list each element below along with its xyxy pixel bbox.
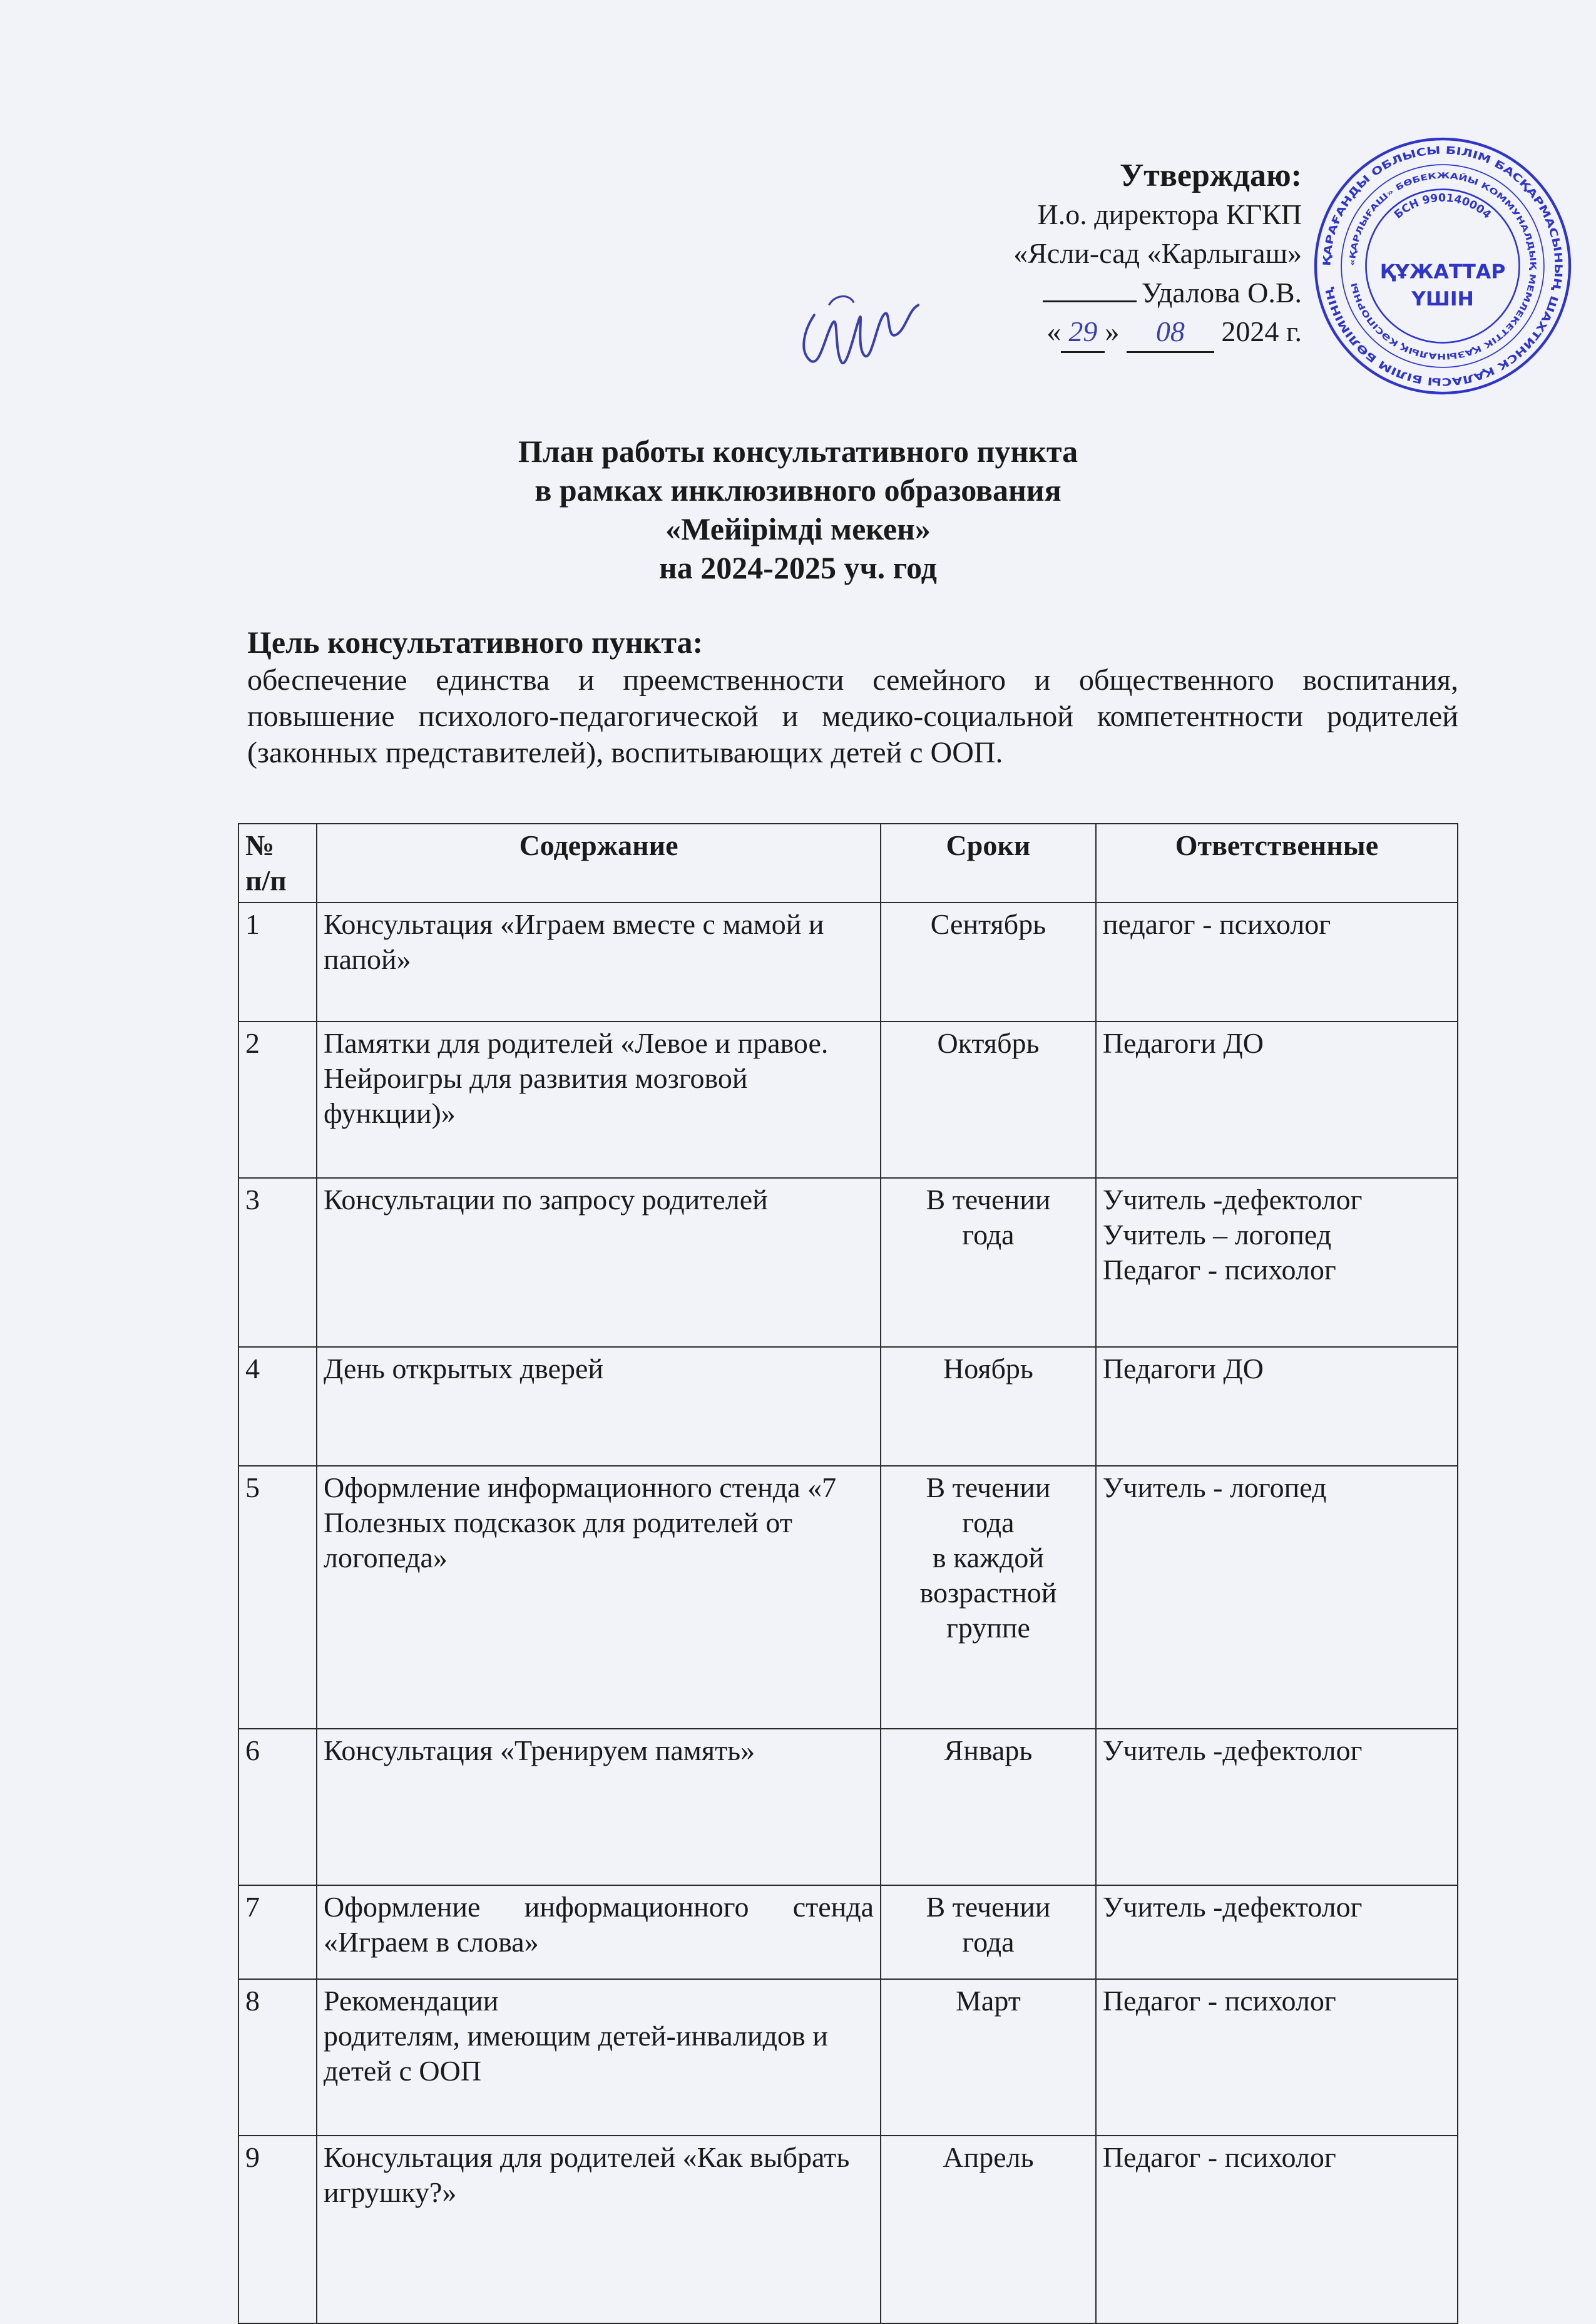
title-line-4: на 2024-2025 уч. год	[659, 550, 937, 585]
row-number: 7	[238, 1885, 317, 1979]
row-content-line: Рекомендации	[324, 1985, 499, 2017]
row-responsible-line: Педагоги ДО	[1102, 1027, 1264, 1059]
row-term	[881, 1729, 1096, 1885]
row-responsible-line: Учитель - логопед	[1102, 1472, 1327, 1503]
row-term-line: В течении	[926, 1184, 1051, 1216]
row-responsible	[1096, 1885, 1458, 1979]
approval-name: Удалова О.В.	[1141, 277, 1302, 309]
title-line-3: «Мейірімді мекен»	[665, 511, 931, 546]
row-term-line: возрастной	[919, 1577, 1057, 1609]
row-term-line: Октябрь	[937, 1027, 1040, 1059]
stamp-bin: БСН 990140004	[1392, 192, 1493, 222]
row-term	[881, 1178, 1096, 1347]
signature-icon	[782, 275, 945, 394]
row-responsible-line: Учитель -дефектолог	[1102, 1891, 1363, 1923]
row-content-text: Консультация для родителей «Как выбрать игрушку?»	[324, 2141, 850, 2208]
date-month: 08	[1127, 312, 1214, 353]
title-line-1: План работы консультативного пункта	[518, 434, 1078, 469]
stamp-center-line1: ҚҰЖАТТАР	[1379, 260, 1506, 284]
header-responsible: Ответственные	[1096, 824, 1458, 903]
row-content	[317, 1178, 881, 1347]
row-term	[881, 1347, 1096, 1466]
title-line-2: в рамках инклюзивного образования	[535, 473, 1061, 508]
row-term-line: года	[962, 1507, 1015, 1538]
row-responsible	[1096, 1466, 1458, 1729]
header-num-line2: п/п	[245, 864, 287, 896]
row-term-line: группе	[946, 1612, 1030, 1644]
row-number: 1	[238, 903, 317, 1021]
table-row	[238, 2136, 1458, 2323]
row-responsible	[1096, 903, 1458, 1021]
header-num-line1: №	[245, 829, 275, 861]
table-row	[238, 1885, 1458, 1979]
approval-name-line	[951, 273, 1302, 312]
row-term-line: Март	[956, 1985, 1021, 2017]
row-responsible-line: Учитель – логопед	[1102, 1219, 1332, 1251]
row-responsible	[1096, 1021, 1458, 1178]
row-term-line: В течении	[926, 1472, 1051, 1503]
row-content-text: Консультация «Играем вместе с мамой и папой»	[324, 908, 824, 975]
row-content-text: Консультация «Тренируем память»	[324, 1734, 755, 1766]
date-day: 29	[1061, 312, 1105, 353]
row-number: 3	[238, 1178, 317, 1347]
table-row	[238, 1178, 1458, 1347]
official-stamp-icon	[1311, 135, 1574, 397]
row-responsible	[1096, 1979, 1458, 2136]
table-row	[238, 1347, 1458, 1466]
row-responsible-line: Учитель -дефектолог	[1102, 1184, 1363, 1216]
row-content-text: День открытых дверей	[324, 1353, 604, 1385]
goal-heading: Цель консультативного пункта:	[247, 625, 703, 660]
header-term: Сроки	[881, 824, 1096, 903]
row-number: 5	[238, 1466, 317, 1729]
row-content	[317, 903, 881, 1021]
row-number: 4	[238, 1347, 317, 1466]
table-row	[238, 903, 1458, 1021]
table-body	[238, 903, 1458, 2323]
row-content-text: Оформление информационного стенда «Играем в слова»	[324, 1891, 874, 1958]
signature-line	[1043, 273, 1137, 302]
table-row	[238, 1979, 1458, 2136]
row-number: 2	[238, 1021, 317, 1178]
stamp-outer-text: ҚАРАҒАНДЫ ОБЛЫСЫ БІЛІМ БАСҚАРМАСЫНЫҢ ШАХТИНСК ҚАЛАСЫ БІЛІМ БӨЛІМІНІҢ	[1321, 144, 1565, 388]
approval-heading: Утверждаю:	[1120, 158, 1302, 193]
plan-table	[238, 823, 1458, 2324]
row-term-line: Январь	[944, 1734, 1033, 1766]
document-title	[0, 432, 1596, 587]
row-term	[881, 2136, 1096, 2323]
row-number: 8	[238, 1979, 317, 2136]
row-responsible-line: Педагог - психолог	[1102, 1254, 1336, 1286]
row-responsible-line: педагог - психолог	[1102, 908, 1331, 940]
row-content	[317, 1979, 881, 2136]
row-responsible	[1096, 2136, 1458, 2323]
row-term-line: В течении	[926, 1891, 1051, 1923]
table-row	[238, 1021, 1458, 1178]
row-term	[881, 1021, 1096, 1178]
row-term-line: Апрель	[943, 2141, 1034, 2173]
row-number: 9	[238, 2136, 317, 2323]
goal-text: обеспечение единства и преемственности семейного и общественного воспитания, повышение психолого-педагогической и медико-социальной компетентности родителей (законных представителей), воспитывающих детей с ООП.	[247, 663, 1458, 769]
row-content	[317, 1347, 881, 1466]
svg-text:БСН 990140004	[1392, 192, 1493, 222]
row-term-line: года	[962, 1926, 1015, 1958]
row-term	[881, 1979, 1096, 2136]
approval-date: « 29 » 08 2024 г.	[951, 312, 1302, 353]
row-content	[317, 1885, 881, 1979]
approval-block	[951, 156, 1302, 353]
row-responsible-line: Педагоги ДО	[1102, 1353, 1264, 1385]
header-num	[238, 824, 317, 903]
row-term	[881, 903, 1096, 1021]
row-number: 6	[238, 1729, 317, 1885]
row-responsible-line: Педагог - психолог	[1102, 1985, 1336, 2017]
row-term-line: года	[962, 1219, 1015, 1251]
row-term-line: в каждой	[932, 1542, 1044, 1574]
row-term	[881, 1885, 1096, 1979]
signature-flourish	[829, 296, 854, 305]
signature-stroke	[804, 305, 918, 364]
row-content	[317, 1466, 881, 1729]
date-year: 2024 г.	[1221, 315, 1302, 347]
row-content-text: Памятки для родителей «Левое и правое. Нейроигры для развития мозговой функции)»	[324, 1027, 829, 1129]
row-content	[317, 2136, 881, 2323]
row-responsible	[1096, 1178, 1458, 1347]
header-content: Содержание	[317, 824, 881, 903]
row-term-line: Ноябрь	[943, 1353, 1033, 1385]
table-row	[238, 1729, 1458, 1885]
row-content	[317, 1021, 881, 1178]
table-header-row	[238, 824, 1458, 903]
row-term-line: Сентябрь	[930, 908, 1046, 940]
row-responsible-line: Педагог - психолог	[1102, 2141, 1336, 2173]
row-responsible-line: Учитель -дефектолог	[1102, 1734, 1363, 1766]
approval-position: И.о. директора КГКП	[1037, 198, 1302, 230]
stamp-inner-text: «ҚАРЛЫҒАШ» БӨБЕКЖАЙЫ КОММУНАЛДЫҚ МЕМЛЕКЕТТІК ҚАЗЫНАЛЫҚ КӘСІПОРНЫ	[1348, 171, 1538, 361]
approval-organization: «Ясли-сад «Карлыгаш»	[1013, 237, 1302, 269]
row-responsible	[1096, 1729, 1458, 1885]
row-term	[881, 1466, 1096, 1729]
row-content	[317, 1729, 881, 1885]
row-content-text: Консультации по запросу родителей	[324, 1184, 768, 1216]
table-row	[238, 1466, 1458, 1729]
row-content-text: Оформление информационного стенда «7 Полезных подсказок для родителей от логопеда»	[324, 1472, 837, 1574]
row-responsible	[1096, 1347, 1458, 1466]
stamp-center-line2: ҮШІН	[1411, 288, 1474, 311]
row-content-text: родителям, имеющим детей-инвалидов и детей с ООП	[324, 2020, 828, 2087]
